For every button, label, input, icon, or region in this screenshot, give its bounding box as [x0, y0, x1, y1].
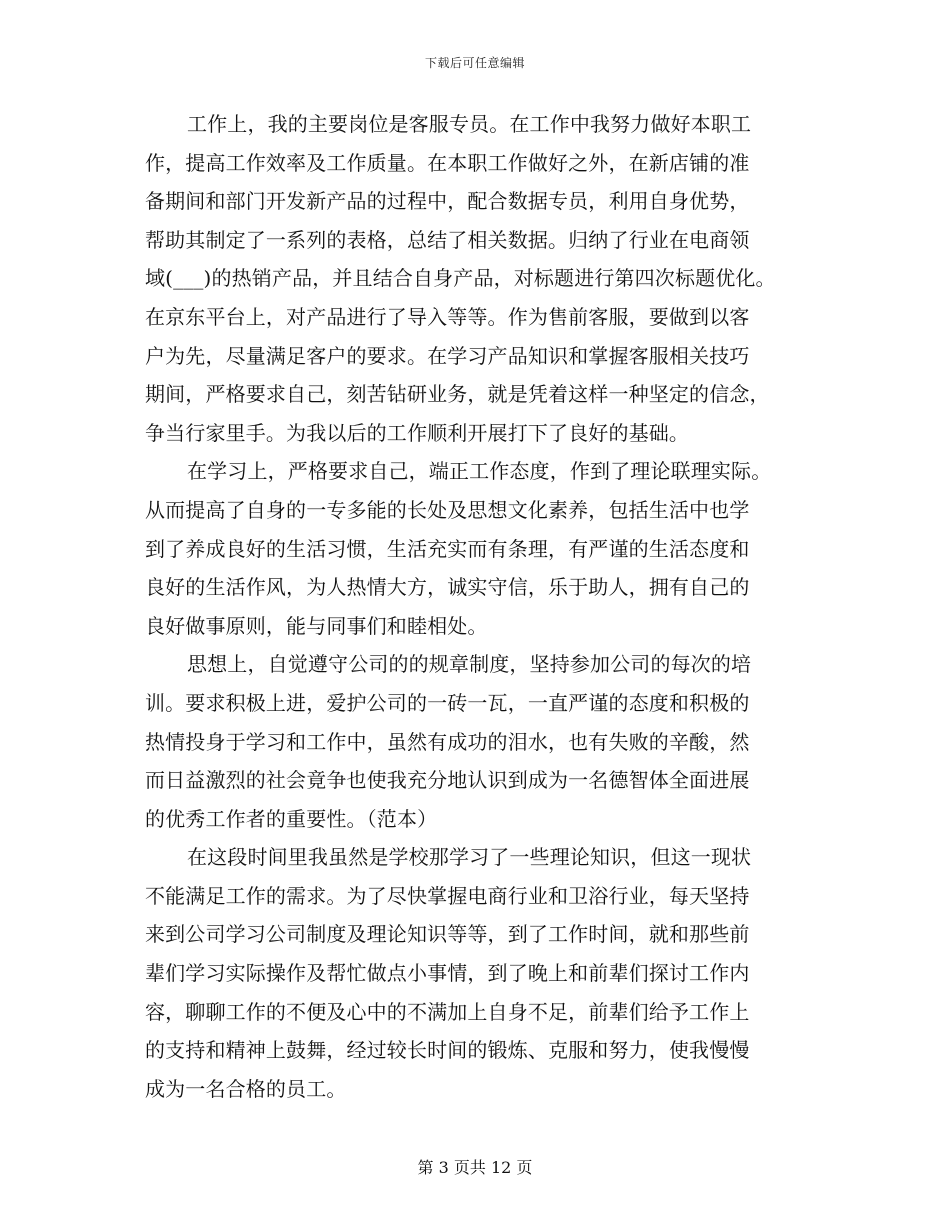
paragraph-line: 作，提高工作效率及工作质量。在本职工作做好之外，在新店铺的准 — [145, 150, 750, 175]
paragraph-line: 来到公司学习公司制度及理论知识等等，到了工作时间，就和那些前 — [145, 922, 750, 947]
paragraph-line: 训。要求积极上进，爱护公司的一砖一瓦，一直严谨的态度和积极的 — [145, 690, 750, 715]
paragraph-line: 在这段时间里我虽然是学校那学习了一些理论知识，但这一现状 — [187, 845, 752, 870]
paragraph-line: 工作上，我的主要岗位是客服专员。在工作中我努力做好本职工 — [187, 112, 752, 136]
paragraph-line: 帮助其制定了一系列的表格，总结了相关数据。归纳了行业在电商领 — [145, 227, 750, 252]
paragraph-line: 成为一名合格的员工。 — [145, 1076, 347, 1101]
paragraph-line: 在学习上，严格要求自己，端正工作态度，作到了理论联理实际。 — [187, 459, 772, 484]
paragraph-line: 到了养成良好的生活习惯，生活充实而有条理，有严谨的生活态度和 — [145, 536, 750, 561]
paragraph-line: 从而提高了自身的一专多能的长处及思想文化素养，包括生活中也学 — [145, 497, 750, 522]
paragraph-line: 而日益激烈的社会竟争也使我充分地认识到成为一名德智体全面进展 — [145, 768, 750, 793]
paragraph-line: 争当行家里手。为我以后的工作顺利开展打下了良好的基础。 — [145, 420, 690, 445]
paragraph-line: 在京东平台上，对产品进行了导入等等。作为售前客服，要做到以客 — [145, 304, 750, 329]
page-header: 下载后可任意编辑 — [424, 56, 525, 70]
paragraph-line: 的优秀工作者的重要性。（范本） — [145, 806, 438, 831]
paragraph-line: 热情投身于学习和工作中，虽然有成功的泪水，也有失败的辛酸，然 — [145, 729, 750, 754]
page-footer: 第 3 页共 12 页 — [417, 1158, 533, 1177]
paragraph-line: 期间，严格要求自己，刻苦钻研业务，就是凭着这样一种坚定的信念， — [145, 382, 770, 407]
paragraph-line: 容，聊聊工作的不便及心中的不满加上自身不足，前辈们给予工作上 — [145, 999, 750, 1024]
paragraph-line: 户为先，尽量满足客户的要求。在学习产品知识和掌握客服相关技巧 — [145, 343, 750, 368]
paragraph-line: 备期间和部门开发新产品的过程中，配合数据专员，利用自身优势， — [145, 189, 750, 214]
paragraph-line: 辈们学习实际操作及帮忙做点小事情，到了晚上和前辈们探讨工作内 — [145, 961, 750, 986]
paragraph-line: 不能满足工作的需求。为了尽快掌握电商行业和卫浴行业，每天坚持 — [145, 883, 750, 908]
paragraph-line: 良好的生活作风，为人热情大方，诚实守信，乐于助人，拥有自己的 — [145, 575, 750, 600]
paragraph-line: 的支持和精神上鼓舞，经过较长时间的锻炼、克服和努力，使我慢慢 — [145, 1038, 750, 1063]
paragraph-line: 良好做事原则，能与同事们和睦相处。 — [145, 613, 488, 638]
paragraph-line: 思想上，自觉遵守公司的的规章制度，坚持参加公司的每次的培 — [187, 652, 752, 677]
paragraph-line: 域(___)的热销产品，并且结合自身产品，对标题进行第四次标题优化。 — [145, 266, 776, 291]
document-body — [145, 105, 817, 1108]
